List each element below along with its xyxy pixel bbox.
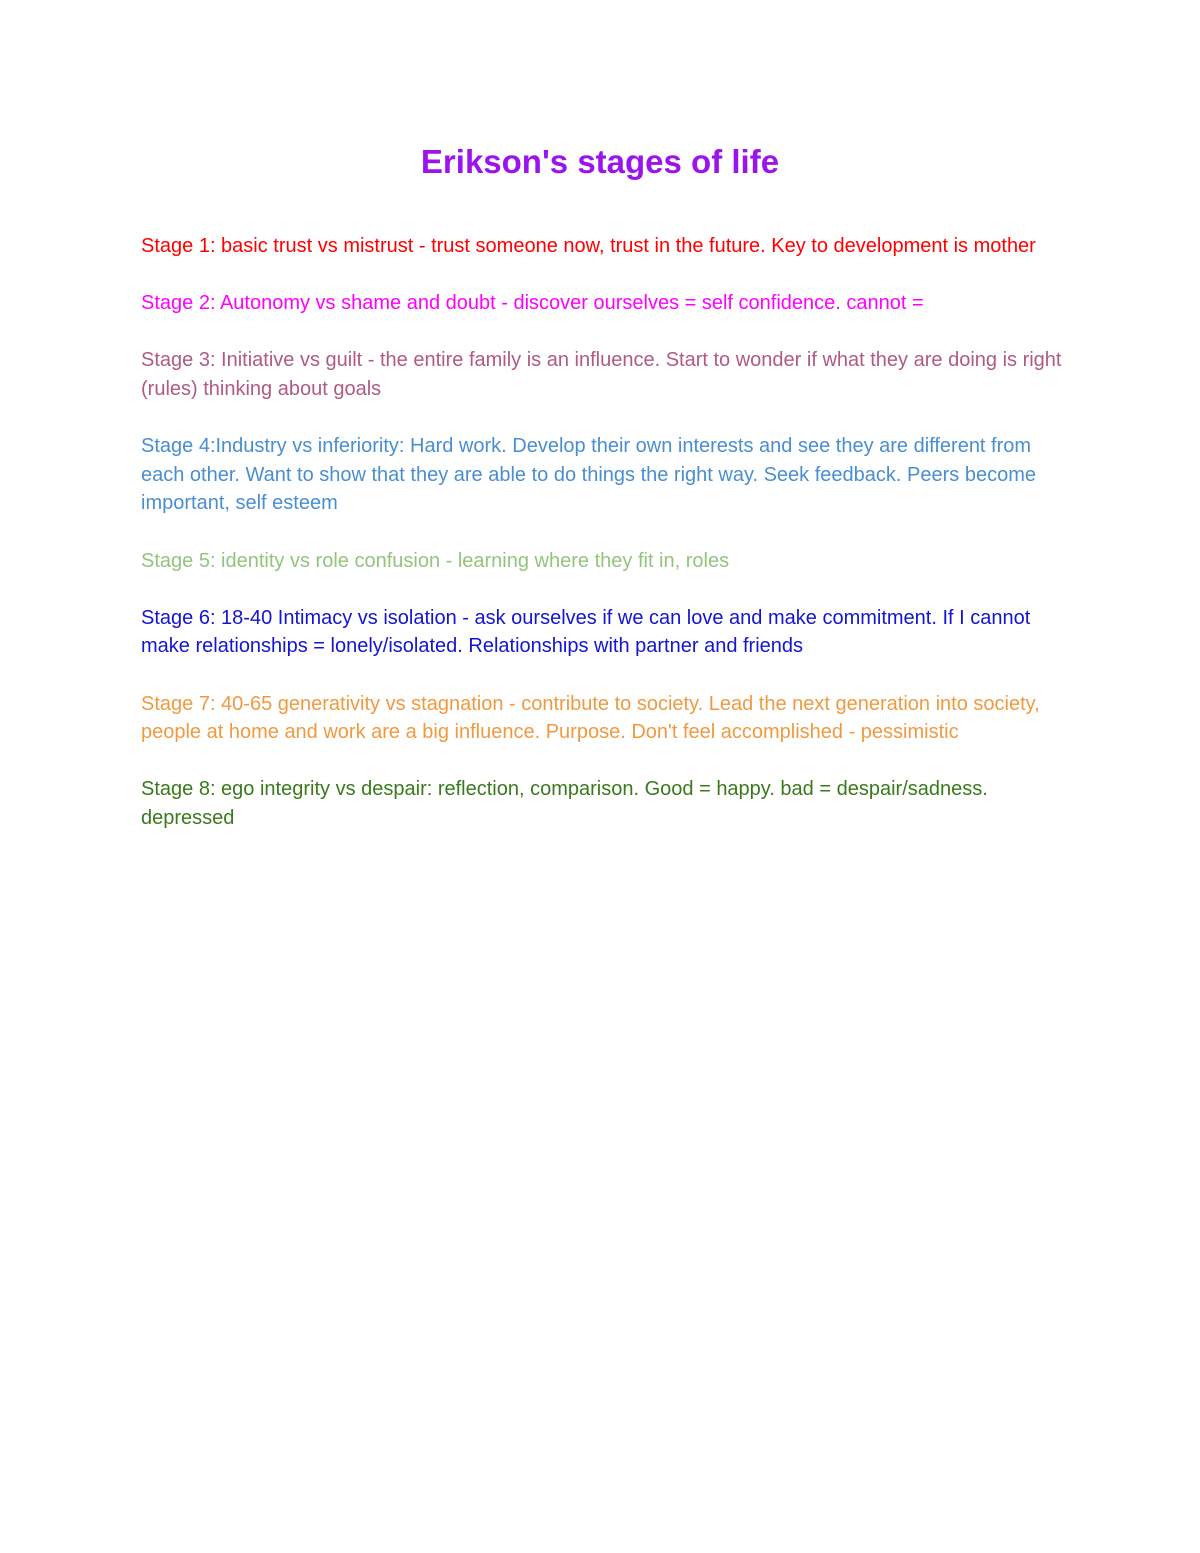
stage-4-paragraph: Stage 4:Industry vs inferiority: Hard work. Develop their own interests and see they are different from each other. Want to show that they are able to do things the right way. Seek feedback. Peers become important, self esteem xyxy=(141,435,1036,515)
stage-1-paragraph: Stage 1: basic trust vs mistrust - trust someone now, trust in the future. Key to development is mother xyxy=(141,235,1036,257)
stage-6-paragraph: Stage 6: 18-40 Intimacy vs isolation - ask ourselves if we can love and make commitment. If I cannot make relationships = lonely/isolated. Relationships with partner and friends xyxy=(141,606,1031,658)
stage-3-paragraph: Stage 3: Initiative vs guilt - the entire family is an influence. Start to wonder if what they are doing is right (rules) thinking about goals xyxy=(141,349,1062,400)
stage-2-paragraph: Stage 2: Autonomy vs shame and doubt - discover ourselves = self confidence. cannot = xyxy=(141,292,924,315)
stage-8-paragraph: Stage 8: ego integrity vs despair: reflection, comparison. Good = happy. bad = despair/sadness. depressed xyxy=(141,778,988,829)
stages-list xyxy=(141,232,1071,861)
page-title: Erikson's stages of life xyxy=(420,143,780,180)
stage-5-paragraph: Stage 5: identity vs role confusion - learning where they fit in, roles xyxy=(141,549,730,572)
stage-7-paragraph: Stage 7: 40-65 generativity vs stagnation - contribute to society. Lead the next generation into society, people at home and work are a big influence. Purpose. Don't feel accomplished - pessimistic xyxy=(141,692,1040,744)
